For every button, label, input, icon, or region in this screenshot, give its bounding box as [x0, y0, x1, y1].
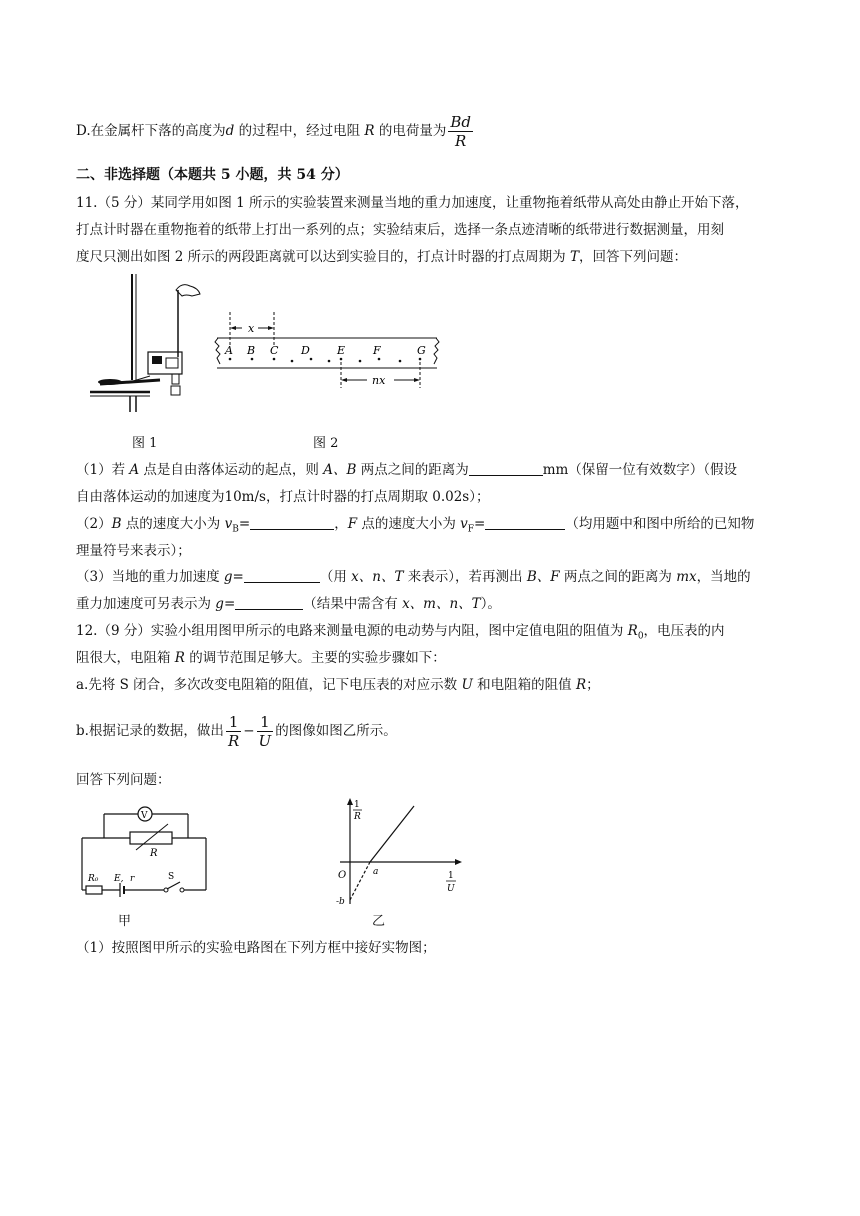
- tape-label-g: G: [417, 344, 426, 357]
- circuit-diagram: [76, 794, 212, 900]
- section-heading: 二、非选择题（本题共 5 小题，共 54 分）: [76, 167, 349, 183]
- graph-x-num: 1: [448, 871, 454, 881]
- circuit-label-r-internal: r: [130, 874, 135, 884]
- q12-line1: 12.（9 分）实验小组用图甲所示的电路来测量电源的电动势与内阻，图中定值电阻的阻值为 $R_0$，电压表的内: [76, 623, 725, 642]
- figure-2-caption: 图 2: [313, 436, 339, 451]
- answer-blank-g2[interactable]: [235, 594, 303, 610]
- q12-sub1: （1）按照图甲所示的实验电路图在下列方框中接好实物图；: [76, 940, 436, 956]
- figure-1-caption: 图 1: [132, 436, 158, 451]
- q12-line2: 阻很大，电阻箱 R 的调节范围足够大。主要的实验步骤如下：: [76, 650, 446, 666]
- graph-caption: 乙: [372, 914, 386, 929]
- q11-line3: 度尺只测出如图 2 所示的两段距离就可以达到实验目的，打点计时器的打点周期为 T，回答下列问题：: [76, 249, 687, 265]
- answer-blank-vb[interactable]: [250, 514, 334, 530]
- tape-label-e: E: [337, 344, 346, 357]
- q12-answer-prompt: 回答下列问题：: [76, 772, 171, 788]
- option-d: D.在金属杆下落的高度为d 的过程中，经过电阻 R 的电荷量为 $\frac{Bd}{R}$: [76, 113, 471, 150]
- fraction-1-over-u: $\frac{1}{U}$: [258, 713, 272, 750]
- graph-origin: O: [338, 870, 347, 881]
- q11-sub3-line2: 重力加速度可另表示为 g= （结果中需含有 x、m、n、T）。: [76, 596, 501, 612]
- graph-intercept-b: -b: [336, 897, 345, 907]
- answer-blank-g1[interactable]: [244, 567, 320, 583]
- tape-label-a: A: [225, 344, 233, 357]
- q11-sub2-line1: （2）B 点的速度大小为 $v_B=$ ，F 点的速度大小为 $v_F=$ （均用题中和图中所给的已知物: [76, 516, 755, 535]
- q11-sub1-line2: 自由落体运动的加速度为10m/s，打点计时器的打点周期取 0.02s）；: [76, 489, 490, 505]
- fixed-resistor-icon: [86, 886, 102, 894]
- circuit-label-s: S: [168, 872, 175, 882]
- circuit-label-e: E,: [114, 874, 124, 884]
- tape-label-nx: nx: [372, 374, 386, 387]
- graph-y-num: 1: [354, 800, 360, 810]
- circuit-caption: 甲: [118, 914, 132, 929]
- fraction-bd-r: $\frac{Bd}{R}$: [450, 113, 471, 150]
- circuit-label-v: V: [141, 811, 148, 821]
- graph-1r-vs-1u: [330, 796, 464, 910]
- answer-blank-vf[interactable]: [485, 514, 565, 530]
- tape-label-b: B: [247, 344, 256, 357]
- tape-label-x: x: [248, 322, 255, 335]
- fraction-1-over-r: $\frac{1}{R}$: [227, 713, 240, 750]
- figure-2-paper-tape: [212, 306, 444, 394]
- q11-sub2-line2: 理量符号来表示）；: [76, 543, 191, 559]
- q12-step-b: b.根据记录的数据，做出 $\frac{1}{R}$ − $\frac{1}{U}$ 的图像如图乙所示。: [76, 713, 397, 750]
- circuit-label-r: R: [150, 848, 158, 859]
- tape-label-f: F: [373, 344, 381, 357]
- graph-intercept-a: a: [373, 867, 379, 877]
- q11-sub3-line1: （3）当地的重力加速度 g= （用 x、n、T 来表示），若再测出 B、F 两点之间的距离为 mx，当地的: [76, 569, 751, 585]
- circuit-label-r0: R₀: [88, 874, 99, 884]
- graph-x-den: U: [447, 884, 455, 894]
- graph-y-den: R: [354, 812, 361, 822]
- tape-label-c: C: [270, 344, 279, 357]
- q11-sub1-line1: （1）若 A 点是自由落体运动的起点，则 A、B 两点之间的距离为 mm（保留一位有效数字）（假设: [76, 462, 738, 478]
- tape-label-d: D: [301, 344, 310, 357]
- answer-blank-1[interactable]: [469, 460, 543, 476]
- q12-step-a: a.先将 S 闭合，多次改变电阻箱的阻值，记下电压表的对应示数 U 和电阻箱的阻值 R；: [76, 677, 600, 693]
- figure-1-apparatus: [90, 272, 210, 412]
- q11-line2: 打点计时器在重物拖着的纸带上打出一系列的点；实验结束后，选择一条点迹清晰的纸带进行数据测量，用刻: [76, 222, 724, 238]
- q11-line1: 11.（5 分）某同学用如图 1 所示的实验装置来测量当地的重力加速度，让重物拖着纸带从高处由静止开始下落，: [76, 195, 749, 211]
